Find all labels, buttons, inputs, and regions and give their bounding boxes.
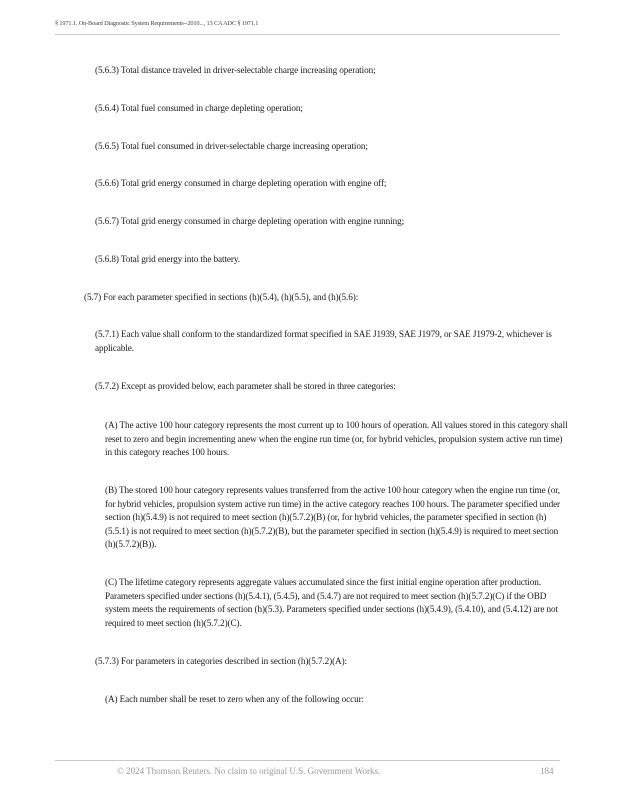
header-divider (55, 34, 560, 35)
running-header: § 1971.1. On-Board Diagnostic System Requirements--2010..., 13 CA ADC § 1971.1 (55, 20, 259, 27)
paragraph-5-6-4: (5.6.4) Total fuel consumed in charge depleting operation; (95, 103, 303, 113)
paragraph-5-7-2-b: (B) The stored 100 hour category represents values transferred from the active 100 hour category when the engine run time (or, for hybrid vehicles, propulsion system active run time) in the active category reaches 100 hours. The parameter specified under section (h)(5.4.9) is not required to meet section (h)(5.7.2)(B) (or, for hybrid vehicles, the parameter specified in section (h)(5.5.1) is not required to meet section (h)(5.7.2)(B), but the parameter specified in section (h)(5.4.9) is required to meet section (h)(5.7.2)(B)). (105, 485, 561, 550)
paragraph-5-6-7: (5.6.7) Total grid energy consumed in charge depleting operation with engine running; (95, 216, 405, 226)
paragraph-5-6-8: (5.6.8) Total grid energy into the battery. (95, 254, 240, 264)
paragraph-5-6-5: (5.6.5) Total fuel consumed in driver-selectable charge increasing operation; (95, 141, 368, 151)
paragraph-5-7-2-a: (A) The active 100 hour category represents the most current up to 100 hours of operation. All values stored in this category shall reset to zero and begin incrementing anew when the engine run time (or, for hybrid vehicles, propulsion system active run time) in this category reaches 100 hours. (105, 420, 568, 458)
paragraph-5-7-3-a: (A) Each number shall be reset to zero when any of the following occur: (105, 694, 364, 704)
paragraph-5-6-6: (5.6.6) Total grid energy consumed in charge depleting operation with engine off; (95, 178, 387, 188)
page-number: 184 (540, 766, 554, 776)
copyright-notice: © 2024 Thomson Reuters. No claim to original U.S. Government Works. (117, 766, 381, 776)
paragraph-5-7-3: (5.7.3) For parameters in categories described in section (h)(5.7.2)(A): (95, 656, 348, 666)
paragraph-5-7-2-c: (C) The lifetime category represents aggregate values accumulated since the first initial engine operation after production. Parameters specified under sections (h)(5.4.1), (5.4.5), and (5.4.7) are not required to meet section (h)(5.7.2)(C) if the OBD system meets the requirements of section (h)(5.3). Parameters specified under sections (h)(5.4.9), (5.4.10), and (5.4.12) are not required to meet section (h)(5.7.2)(C). (105, 577, 558, 628)
footer-divider (55, 760, 560, 761)
paragraph-5-7-2: (5.7.2) Except as provided below, each parameter shall be stored in three categories: (95, 381, 396, 391)
paragraph-5-7: (5.7) For each parameter specified in sections (h)(5.4), (h)(5.5), and (h)(5.6): (84, 292, 359, 302)
paragraph-5-6-3: (5.6.3) Total distance traveled in driver-selectable charge increasing operation; (95, 65, 376, 75)
paragraph-5-7-1: (5.7.1) Each value shall conform to the standardized format specified in SAE J1939, SAE J1979, or SAE J1979-2, whichever is applicable. (95, 329, 552, 353)
